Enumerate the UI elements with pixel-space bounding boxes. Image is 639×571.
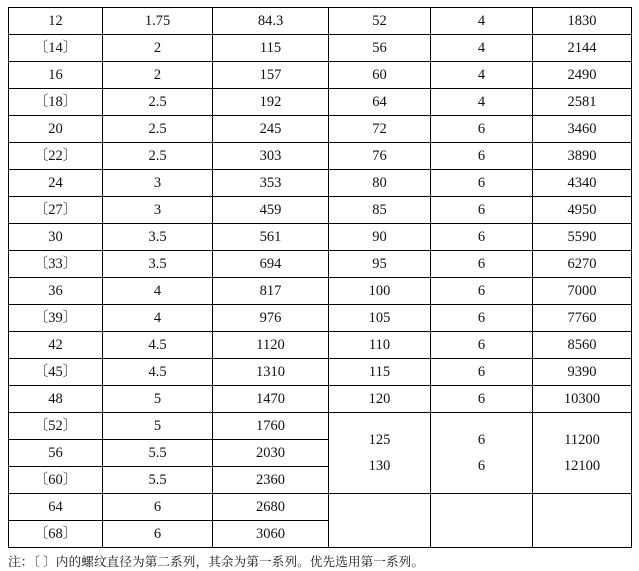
- cell-diameter-1: 12: [9, 8, 103, 35]
- cell-diameter-2: 76: [329, 143, 431, 170]
- cell-diameter-1: 〔14〕: [9, 35, 103, 62]
- cell-value-1: 192: [213, 89, 329, 116]
- cell-value-2: 8560: [533, 332, 632, 359]
- cell-diameter-1: 16: [9, 62, 103, 89]
- cell-pitch-1: 4: [103, 305, 213, 332]
- cell-value-1: 694: [213, 251, 329, 278]
- cell-value-2: 3460: [533, 116, 632, 143]
- cell-pitch-1: 5.5: [103, 440, 213, 467]
- cell-diameter-2: 64: [329, 89, 431, 116]
- cell-diameter-2: 90: [329, 224, 431, 251]
- cell-pitch-1: 3.5: [103, 251, 213, 278]
- cell-value-1: 1310: [213, 359, 329, 386]
- cell-diameter-2: 85: [329, 197, 431, 224]
- table-row: [9, 251, 632, 278]
- cell-pitch-2: 6: [431, 332, 533, 359]
- cell-diameter-2-merged: [329, 413, 431, 494]
- cell-value-2: 2581: [533, 89, 632, 116]
- table-row: [9, 359, 632, 386]
- cell-diameter-1: 64: [9, 494, 103, 521]
- cell-pitch-2: 6: [431, 278, 533, 305]
- table-footnote: 注：〔 〕内的螺纹直径为第二系列，其余为第一系列。优先选用第一系列。: [8, 555, 425, 569]
- cell-value-2: 7000: [533, 278, 632, 305]
- cell-diameter-2: 110: [329, 332, 431, 359]
- cell-diameter-2: 72: [329, 116, 431, 143]
- cell-pitch-1: 2: [103, 62, 213, 89]
- cell-pitch-1: 4.5: [103, 332, 213, 359]
- table-row: [9, 197, 632, 224]
- table-row: [9, 305, 632, 332]
- table-row: [9, 89, 632, 116]
- cell-diameter-1: 56: [9, 440, 103, 467]
- cell-pitch-2: 6: [431, 116, 533, 143]
- merged-value-line-1: 11200: [564, 432, 600, 448]
- cell-value-2-merged: [533, 413, 632, 494]
- cell-value-1: 561: [213, 224, 329, 251]
- table-row: [9, 116, 632, 143]
- cell-value-1: 115: [213, 35, 329, 62]
- cell-value-2: 7760: [533, 305, 632, 332]
- cell-diameter-2: 80: [329, 170, 431, 197]
- cell-pitch-1: 6: [103, 494, 213, 521]
- table-row: [9, 62, 632, 89]
- table-row: [9, 278, 632, 305]
- cell-value-1: 459: [213, 197, 329, 224]
- cell-pitch-2: 6: [431, 224, 533, 251]
- cell-pitch-1: 2.5: [103, 116, 213, 143]
- cell-pitch-2: 4: [431, 8, 533, 35]
- table-row: [9, 8, 632, 35]
- table-row: [9, 224, 632, 251]
- cell-value-1: 353: [213, 170, 329, 197]
- cell-diameter-2: 56: [329, 35, 431, 62]
- cell-pitch-2: 6: [431, 251, 533, 278]
- cell-value-1: 245: [213, 116, 329, 143]
- cell-pitch-1: 5.5: [103, 467, 213, 494]
- table-row: [9, 170, 632, 197]
- cell-pitch-1: 3: [103, 197, 213, 224]
- merged-diameter-line-1: 125: [368, 432, 391, 448]
- cell-diameter-1: 〔52〕: [9, 413, 103, 440]
- cell-diameter-2: 52: [329, 8, 431, 35]
- cell-value-1: 84.3: [213, 8, 329, 35]
- cell-diameter-1: 〔33〕: [9, 251, 103, 278]
- cell-value-1: 2680: [213, 494, 329, 521]
- thread-specification-table: [8, 7, 632, 548]
- cell-empty-pitch-2: [431, 494, 533, 548]
- table-row: [9, 332, 632, 359]
- cell-diameter-1: 48: [9, 386, 103, 413]
- cell-pitch-1: 5: [103, 413, 213, 440]
- cell-value-1: 303: [213, 143, 329, 170]
- cell-diameter-1: 〔27〕: [9, 197, 103, 224]
- cell-pitch-2: 6: [431, 386, 533, 413]
- cell-pitch-2: 6: [431, 170, 533, 197]
- cell-value-1: 2360: [213, 467, 329, 494]
- cell-value-2: 6270: [533, 251, 632, 278]
- cell-value-1: 2030: [213, 440, 329, 467]
- table-body: [9, 8, 632, 548]
- merged-diameter-line-2: 130: [368, 458, 391, 474]
- cell-value-1: 157: [213, 62, 329, 89]
- cell-pitch-1: 4: [103, 278, 213, 305]
- cell-diameter-2: 95: [329, 251, 431, 278]
- cell-diameter-2: 120: [329, 386, 431, 413]
- cell-value-1: 817: [213, 278, 329, 305]
- cell-pitch-1: 3.5: [103, 224, 213, 251]
- table-row: [9, 35, 632, 62]
- cell-empty-diameter-2: [329, 494, 431, 548]
- cell-pitch-1: 3: [103, 170, 213, 197]
- table-row: [9, 413, 632, 440]
- cell-diameter-1: 36: [9, 278, 103, 305]
- cell-pitch-2: 6: [431, 359, 533, 386]
- cell-pitch-2: 6: [431, 197, 533, 224]
- cell-pitch-2: 6: [431, 143, 533, 170]
- cell-diameter-1: 〔45〕: [9, 359, 103, 386]
- cell-diameter-2: 115: [329, 359, 431, 386]
- cell-value-2: 2490: [533, 62, 632, 89]
- cell-value-1: 1120: [213, 332, 329, 359]
- cell-pitch-2-merged: [431, 413, 533, 494]
- cell-diameter-1: 42: [9, 332, 103, 359]
- cell-value-1: 1470: [213, 386, 329, 413]
- cell-pitch-2: 4: [431, 89, 533, 116]
- merged-pitch-line-2: 6: [477, 458, 486, 474]
- cell-value-2: 10300: [533, 386, 632, 413]
- cell-empty-value-2: [533, 494, 632, 548]
- cell-value-2: 9390: [533, 359, 632, 386]
- cell-value-2: 1830: [533, 8, 632, 35]
- cell-pitch-1: 2.5: [103, 89, 213, 116]
- cell-diameter-1: 24: [9, 170, 103, 197]
- cell-diameter-2: 60: [329, 62, 431, 89]
- cell-pitch-1: 6: [103, 521, 213, 548]
- cell-pitch-1: 5: [103, 386, 213, 413]
- cell-value-1: 1760: [213, 413, 329, 440]
- cell-pitch-1: 1.75: [103, 8, 213, 35]
- table-row: [9, 386, 632, 413]
- cell-diameter-1: 〔22〕: [9, 143, 103, 170]
- cell-diameter-1: 〔39〕: [9, 305, 103, 332]
- cell-pitch-1: 2.5: [103, 143, 213, 170]
- cell-pitch-2: 6: [431, 305, 533, 332]
- cell-value-1: 3060: [213, 521, 329, 548]
- cell-value-2: 4340: [533, 170, 632, 197]
- cell-pitch-2: 4: [431, 35, 533, 62]
- cell-value-2: 3890: [533, 143, 632, 170]
- cell-pitch-2: 4: [431, 62, 533, 89]
- merged-pitch-line-1: 6: [477, 432, 486, 448]
- table-row: [9, 494, 632, 521]
- cell-value-2: 2144: [533, 35, 632, 62]
- cell-diameter-1: 〔60〕: [9, 467, 103, 494]
- cell-diameter-1: 20: [9, 116, 103, 143]
- cell-diameter-1: 30: [9, 224, 103, 251]
- cell-diameter-1: 〔68〕: [9, 521, 103, 548]
- cell-pitch-1: 4.5: [103, 359, 213, 386]
- table-row: [9, 143, 632, 170]
- cell-diameter-2: 105: [329, 305, 431, 332]
- cell-value-2: 5590: [533, 224, 632, 251]
- cell-value-2: 4950: [533, 197, 632, 224]
- cell-pitch-1: 2: [103, 35, 213, 62]
- cell-diameter-1: 〔18〕: [9, 89, 103, 116]
- cell-value-1: 976: [213, 305, 329, 332]
- cell-diameter-2: 100: [329, 278, 431, 305]
- merged-value-line-2: 12100: [563, 458, 601, 474]
